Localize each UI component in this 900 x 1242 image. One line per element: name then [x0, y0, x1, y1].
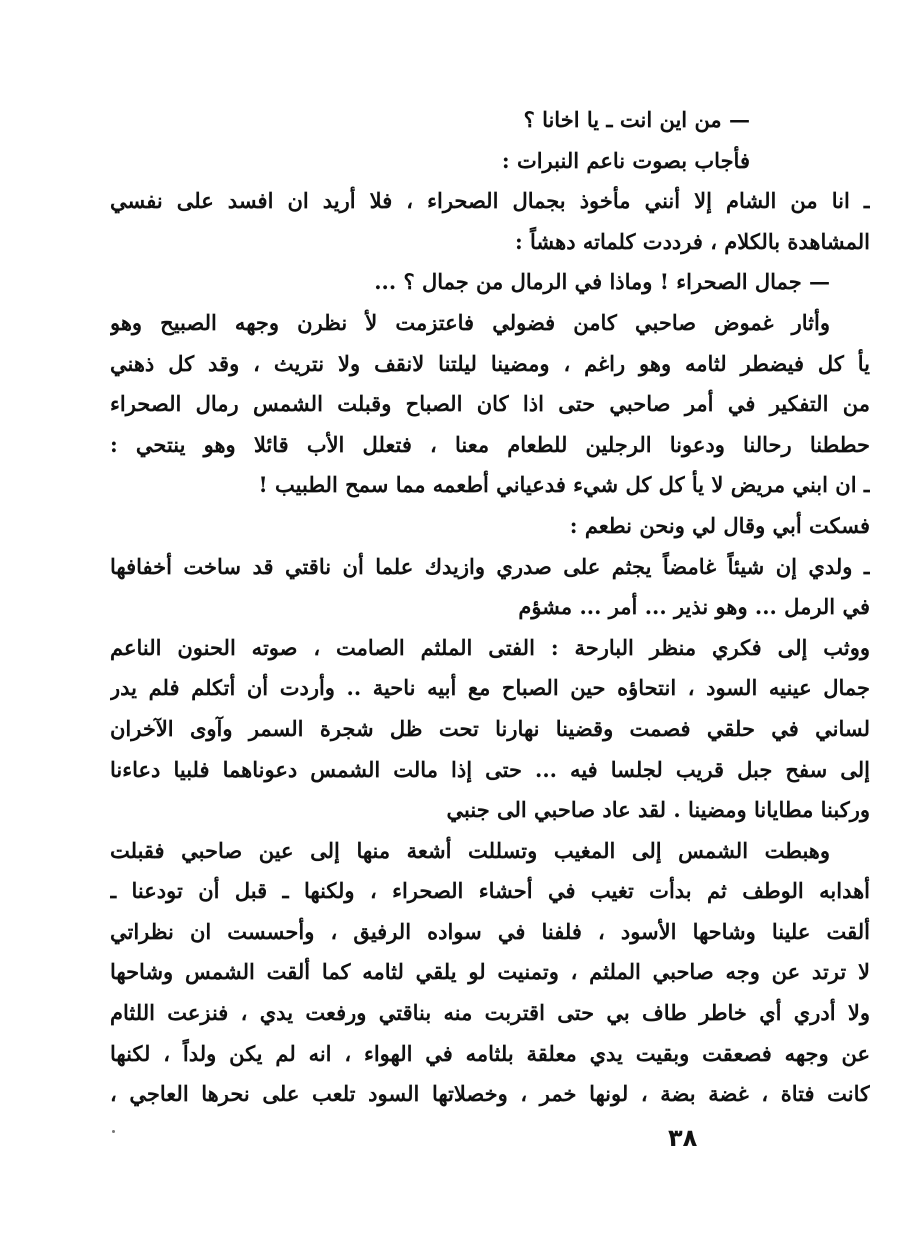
text-line: ووثب إلى فكري منظر البارحة : الفتى الملثم الصامت ، صوته الحنون الناعم	[110, 634, 870, 660]
text-line: عن وجهه فصعقت وبقيت يدي معلقة بلثامه في الهواء ، انه لم يكن ولداً ، لكنها	[110, 1040, 870, 1066]
text-line: ولا أدري أي خاطر طاف بي حتى اقتربت منه بناقتي ورفعت يدي ، فنزعت اللثام	[110, 1000, 870, 1026]
text-line: جمال عينيه السود ، انتحاؤه حين الصباح مع أبيه ناحية .. وأردت أن أتكلم فلم يدر	[110, 675, 870, 701]
body-text	[110, 100, 870, 1115]
text-line: حططنا رحالنا ودعونا الرجلين للطعام معنا ، فتعلل الأب قائلا وهو ينتحي :	[110, 431, 870, 457]
text-line: كانت فتاة ، غضة بضة ، لونها خمر ، وخصلاتها السود تلعب على نحرها العاجي ،	[110, 1081, 870, 1107]
text-line: في الرمل ... وهو نذير ... أمر ... مشؤم	[518, 594, 870, 620]
text-line: إلى سفح جبل قريب لجلسا فيه ... حتى إذا مالت الشمس دعوناهما فلبيا دعاءنا	[110, 756, 870, 782]
text-line: أهدابه الوطف ثم بدأت تغيب في أحشاء الصحراء ، ولكنها ـ قبل أن تودعنا ـ	[110, 878, 870, 904]
text-line: المشاهدة بالكلام ، فرددت كلماته دهشاً :	[514, 228, 870, 254]
text-line: وركبنا مطايانا ومضينا . لقد عاد صاحبي الى جنبي	[446, 797, 870, 823]
text-line: وهبطت الشمس إلى المغيب وتسللت أشعة منها إلى عين صاحبي فقبلت	[110, 837, 830, 863]
scan-speck	[112, 1130, 115, 1133]
text-line: — جمال الصحراء ! وماذا في الرمال من جمال ؟ ...	[374, 269, 830, 295]
text-line: فسكت أبي وقال لي ونحن نطعم :	[569, 512, 870, 538]
text-line: ـ انا من الشام إلا أنني مأخوذ بجمال الصحراء ، فلا أريد ان افسد على نفسي	[110, 188, 870, 214]
text-line: وأثار غموض صاحبي كامن فضولي فاعتزمت لأ نظرن وجهه الصبيح وهو	[110, 309, 830, 335]
text-line: ألقت علينا وشاحها الأسود ، فلفنا في سواده الرفيق ، وأحسست ان نظراتي	[110, 918, 870, 944]
text-line: من التفكير في أمر صاحبي حتى اذا كان الصباح وقبلت الشمس رمال الصحراء	[110, 391, 870, 417]
text-line: فأجاب بصوت ناعم النبرات :	[501, 147, 750, 173]
page-number: ٣٨	[668, 1124, 698, 1152]
text-line: — من اين انت ـ يا اخانا ؟	[523, 107, 750, 132]
text-line: ـ ولدي إن شيئاً غامضاً يجثم على صدري وازيدك علما أن ناقتي قد ساخت أخفافها	[110, 553, 870, 579]
text-line: يأ كل فيضطر لثامه وهو راغم ، ومضينا ليلتنا لانقف ولا نتريث ، وقد كل ذهني	[110, 350, 870, 376]
text-line: لساني في حلقي فصمت وقضينا نهارنا تحت ظل شجرة السمر وآوى الآخران	[110, 715, 870, 741]
text-line: لا ترتد عن وجه صاحبي الملثم ، وتمنيت لو يلقي لثامه كما ألقت الشمس وشاحها	[110, 959, 870, 985]
text-line: ـ ان ابني مريض لا يأ كل كل شيء فدعياني أطعمه مما سمح الطبيب !	[258, 472, 870, 498]
